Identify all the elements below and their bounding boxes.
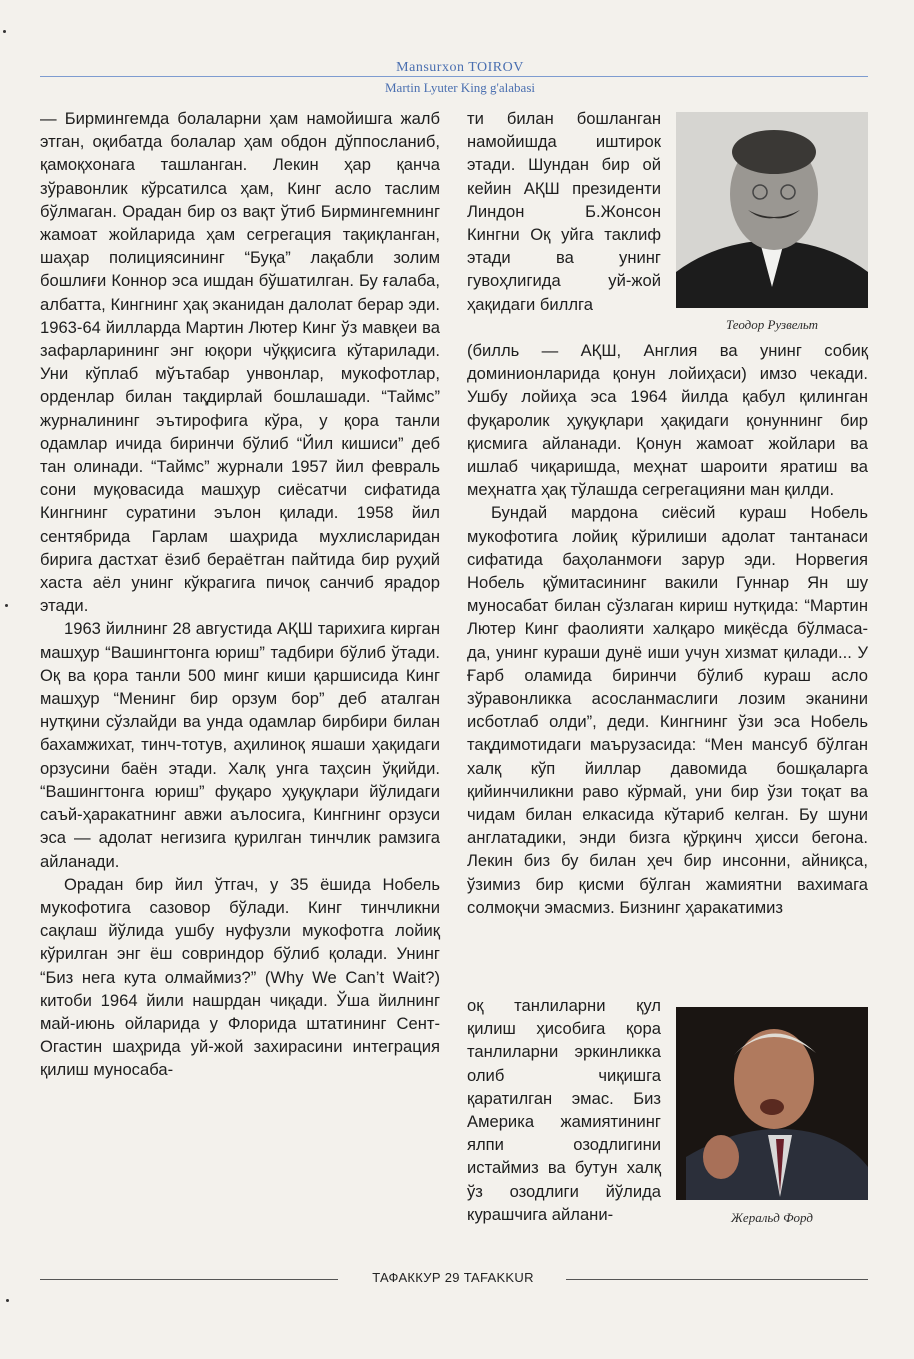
footer-rule-left [40,1279,338,1280]
right-top-text: ти билан бошланган намойишда иштирок этади. Шундан бир ой кейин АҚШ президенти Линдон Б.Жонсон Кингни Оқ уйга таклиф этади ва унинг гувоҳлигида уй-жой ҳақидаги биллга [467,109,661,314]
header-article-title: Martin Lyuter King g'alabasi [384,80,535,95]
margin-mark [6,1299,9,1302]
photo-roosevelt-caption: Теодор Рузвельт [725,317,818,332]
right-column-top-narrow [467,107,661,316]
footer-page-label: ТАФАККУР 29 TAFAKKUR [372,1270,534,1285]
left-paragraph-1: — Бирмингемда болаларни ҳам намойишга жалб этган, оқибатда болалар ҳам обдон дўппосланиб, қамоқхонага ташланган. Лекин ҳар қанча зўравонлик кўрсатилса ҳам, Кинг асло таслим бўлмаган. Орадан бир оз вақт ўтиб Бирмингемнинг жамоат жойларида ҳам сегрегация тақиқланган, шаҳар полициясининг “Буқа” лақабли золим бошлиғи Коннор эса ишдан бўшатилган. Бу ғалаба, албатта, Кингнинг ҳақ эканидан далолат берар эди. 1963-64 йилларда Мартин Лютер Кинг ўз мавқеи ва зафарларининг энг юқори чўққисига кўтарилади. Уни кўплаб мўътабар унвонлар, мукофотлар, орденлар билан тақдирлай бошлашади. “Таймс” журналининг эътирофига кўра, у қора танли одамлар ичида биринчи бўлиб “Йил кишиси” деб тан олинади. “Таймс” журнали 1957 йил февраль сони муқовасида машҳур сиёсатчи сифатида Кингнинг суратини эълон қилади. 1958 йил сентябрида Гарлам шаҳрида мухлисларидан бирига дастхат ёзиб бераётган пайтида бир руҳий хаста аёл унинг кўкрагига пичоқ санчиб ярадор этади. [40,109,440,616]
right-column-bottom-narrow [467,994,661,1226]
left-paragraph-3: Орадан бир йил ўтгач, у 35 ёшида Нобель мукофотига сазовор бўлади. Кинг тинчликни сақлаш йўлида ушбу нуфузли мукофотга лойиқ кўрилган энг ёш совриндор бўлиб қолади. Унинг “Биз нега кута олмаймиз?” (Why We Can’t Wait?) китоби 1964 йили нашрдан чиқади. Ўша йилнинг май-июнь ойларида у Флорида штатининг Сент-Огастин шаҳрида уй-жой захирасини интеграция қилиш муносаба- [40,874,440,1080]
header-rule [40,76,868,77]
left-paragraph-2: 1963 йилнинг 28 августида АҚШ тарихига кирган машҳур “Вашингтонга юриш” тадбири бўлиб ўтади. Оқ ва қора танли 500 минг киши қаршисида Кинг машҳур “Менинг бир орзум бор” деб аталган нутқини сўзлайди ва унда одамлар бирбири билан бахамжихат, тинч-тотув, аҳилиноқ яшаши ҳақидаги орзусини баён этади. Халқ унга таҳсин ўқийди. “Вашингтонга юриш” фуқаро ҳуқуқлари йўлидаги саъй-ҳаракатнинг авжи аълосига, Кингнинг орзуси эса — адолат негизига қурилган тинчлик рамзига айланади. [40,619,440,871]
photo-ford-caption: Жеральд Форд [731,1210,813,1225]
header-author: Mansurxon TOIROV [396,60,524,75]
right-column-full [467,339,868,919]
right-paragraph-2: Бундай мардона сиёсий кураш Нобель мукофотига лойиқ кўрилиши адолат тантанаси сифатида баҳоланмоғи зарур эди. Норвегия Нобель қўмитасининг вакили Гуннар Ян шу муносабат билан сўзлаган кириш нутқида: “Мартин Лютер Кинг фаолияти халқаро миқёсда бўлмаса-да, унинг кураши дунё иши учун хизмат қилади... У Ғарб оламида биринчи бўлиб кураш асло зўравонликка асосланмаслиги лозим эканини исботлаб олди”, деди. Кингнинг ўзи эса Нобель тақдимотидаги маърузасида: “Мен мансуб бўлган халқ кўп йиллар давомида бошқаларга қийинчиликни раво кўрмай, уни бир ўзи тоқат ва чидам билан елкасида кўтариб келган. Бу шуни англатадики, энди бизга қўрқинч ҳисси бегона. Лекин биз бу билан ҳеч бир инсонни, айниқса, ўзимиз бир қисми бўлган жамиятни вахимага солмоқчи эмасмиз. Бизнинг ҳаракатимиз [467,503,868,917]
margin-mark [5,604,8,607]
photo-roosevelt [676,112,868,308]
margin-mark [3,30,6,33]
portrait-ford-image [676,1007,868,1200]
right-bottom-text: оқ танлиларни қул қилиш ҳисобига қора танлиларни эркинликка олиб чиқишга қаратилган эмас. Биз Америка жамиятининг ялпи озодлигини истаймиз ва бутун халқ ўз озодлиги йўлида курашчига айлани- [467,996,661,1224]
left-column [40,107,440,1082]
footer-rule-right [566,1279,868,1280]
right-paragraph-1: (билль — АҚШ, Англия ва унинг собиқ доминионларида қонун лойиҳаси) имзо чекади. Ушбу лойиҳа эса 1964 йилда қабул қилинган фуқаролик ҳуқуқлари ҳақидаги қонуннинг бир қисмига айланади. Қонун жамоат жойлари ва ишлаб чиқаришда, меҳнат шароити яратиш ва меҳнатга ҳақ тўлашда сегрегацияни ман қилди. [467,341,868,500]
portrait-roosevelt-image [676,112,868,308]
photo-ford [676,1007,868,1200]
